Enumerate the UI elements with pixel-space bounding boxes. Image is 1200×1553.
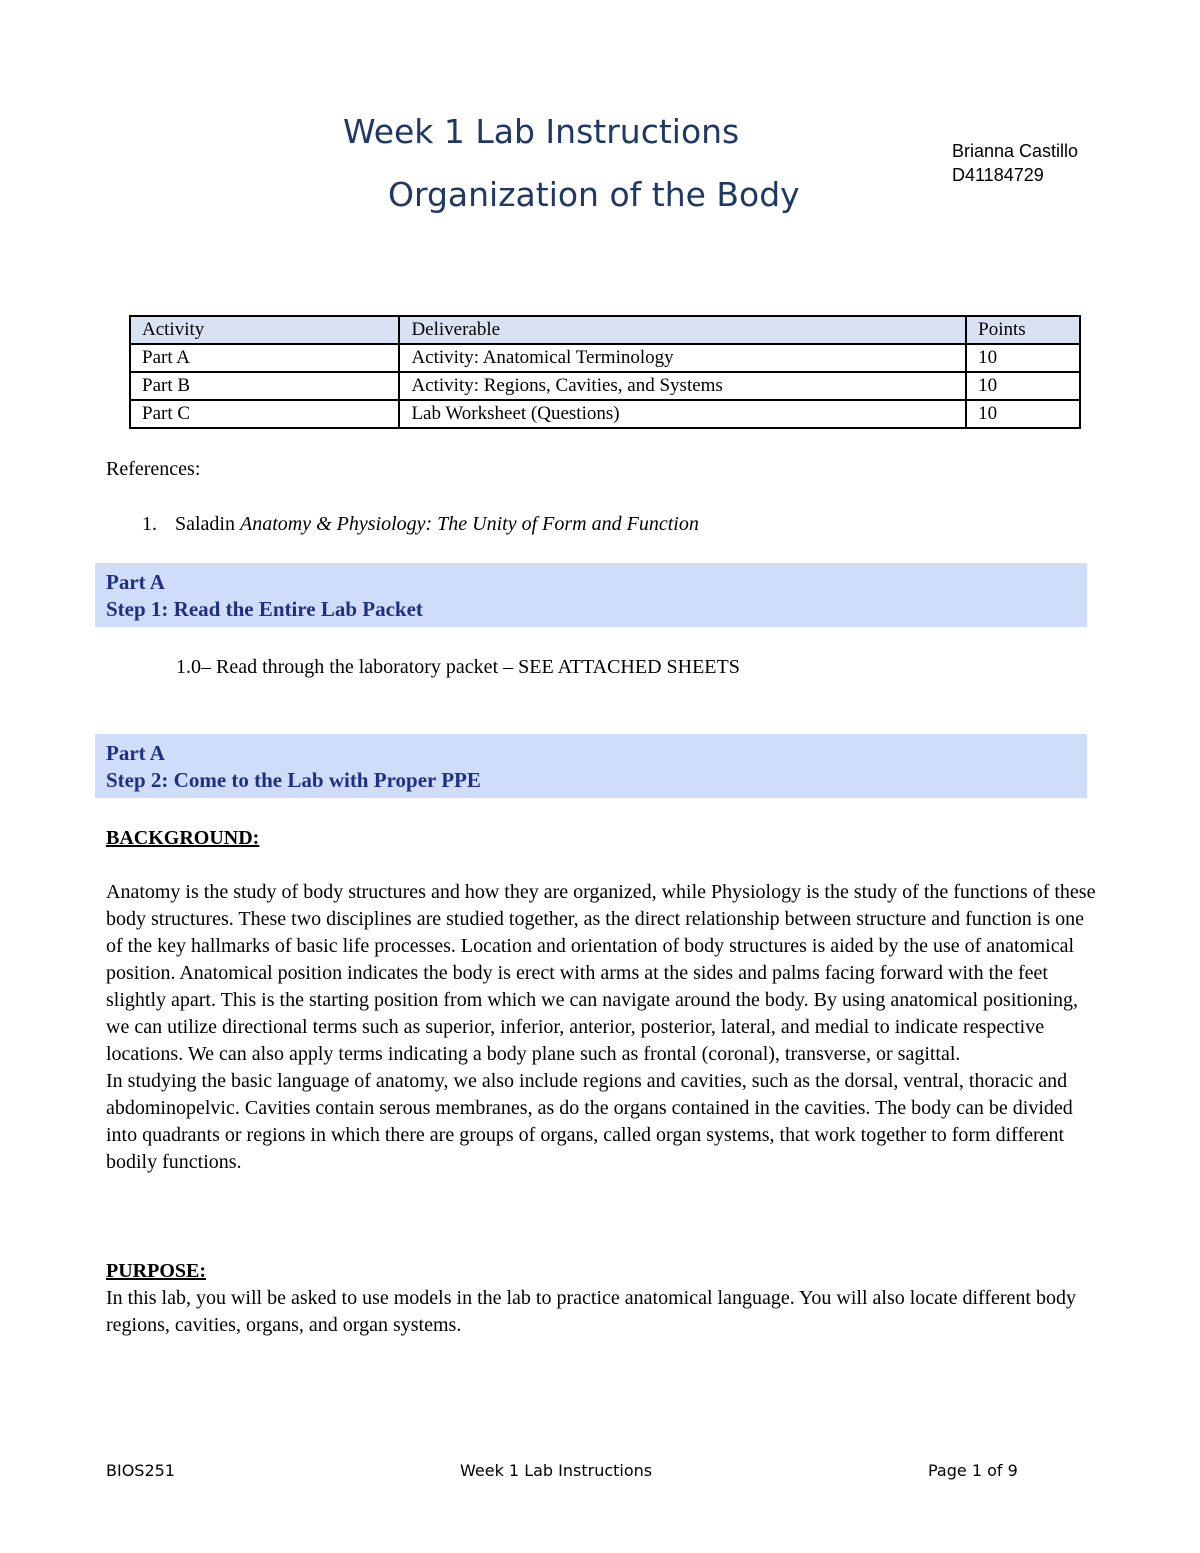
footer-title: Week 1 Lab Instructions — [460, 1461, 653, 1480]
table-row — [130, 372, 1080, 400]
footer-course: BIOS251 — [106, 1461, 175, 1480]
table-cell: Lab Worksheet (Questions) — [399, 400, 966, 428]
reference-number: 1. — [142, 513, 157, 535]
table-cell: Activity: Anatomical Terminology — [399, 344, 966, 372]
references-label: References: — [106, 458, 201, 480]
table-cell: 10 — [966, 400, 1080, 428]
background-paragraph: In studying the basic language of anatomy, we also include regions and cavities, such as the dorsal, ventral, thoracic and abdominopelvic. Cavities contain serous membranes, as do the organs contained in the cavities. The body can be divided into quadrants or regions in which there are groups of organs, called organ systems, that work together to form different bodily functions. — [106, 1070, 1073, 1173]
purpose-heading: PURPOSE: — [106, 1260, 206, 1282]
step1-title: Step 1: Read the Entire Lab Packet — [106, 597, 423, 621]
table-cell: Part C — [130, 400, 399, 428]
step1-item: 1.0– Read through the laboratory packet – SEE ATTACHED SHEETS — [176, 656, 740, 678]
page-title: Week 1 Lab Instructions — [343, 112, 740, 151]
purpose-paragraph: In this lab, you will be asked to use models in the lab to practice anatomical language. You will also locate different body regions, cavities, organs, and organ systems. — [106, 1287, 1076, 1336]
footer-page-number: Page 1 of 9 — [928, 1461, 1018, 1480]
page-subtitle: Organization of the Body — [388, 175, 800, 214]
table-header-cell: Points — [966, 316, 1080, 344]
table-cell: Part A — [130, 344, 399, 372]
reference-author: Saladin — [175, 513, 240, 535]
table-cell: Part B — [130, 372, 399, 400]
table-header-cell: Activity — [130, 316, 399, 344]
table-row — [130, 344, 1080, 372]
author-name: Brianna Castillo — [952, 141, 1079, 161]
table-row — [130, 400, 1080, 428]
step2-section-band — [95, 734, 1087, 798]
table-cell: 10 — [966, 344, 1080, 372]
deliverables-table — [129, 315, 1081, 429]
table-cell: 10 — [966, 372, 1080, 400]
step2-part-label: Part A — [106, 741, 165, 765]
reference-title: Anatomy & Physiology: The Unity of Form and Function — [240, 513, 699, 535]
table-header-row — [130, 316, 1080, 344]
step1-section-band — [95, 563, 1087, 627]
author-block — [952, 139, 1078, 187]
background-paragraph: Anatomy is the study of body structures and how they are organized, while Physiology is the study of the functions of these body structures. These two disciplines are studied together, as the direct relationship between structure and function is one of the key hallmarks of basic life processes. Location and orientation of body structures is aided by the use of anatomical position. Anatomical position indicates the body is erect with arms at the sides and palms facing forward with the feet slightly apart. This is the starting position from which we can navigate around the body. By using anatomical positioning, we can utilize directional terms such as superior, inferior, anterior, posterior, lateral, and medial to indicate respective locations. We can also apply terms indicating a body plane such as frontal (coronal), transverse, or sagittal. — [106, 881, 1096, 1065]
step2-title: Step 2: Come to the Lab with Proper PPE — [106, 768, 481, 792]
background-heading: BACKGROUND: — [106, 827, 260, 849]
reference-item — [142, 511, 699, 538]
table-cell: Activity: Regions, Cavities, and Systems — [399, 372, 966, 400]
author-id: D41184729 — [952, 165, 1044, 185]
step1-part-label: Part A — [106, 570, 165, 594]
table-header-cell: Deliverable — [399, 316, 966, 344]
background-section — [106, 879, 1096, 1176]
